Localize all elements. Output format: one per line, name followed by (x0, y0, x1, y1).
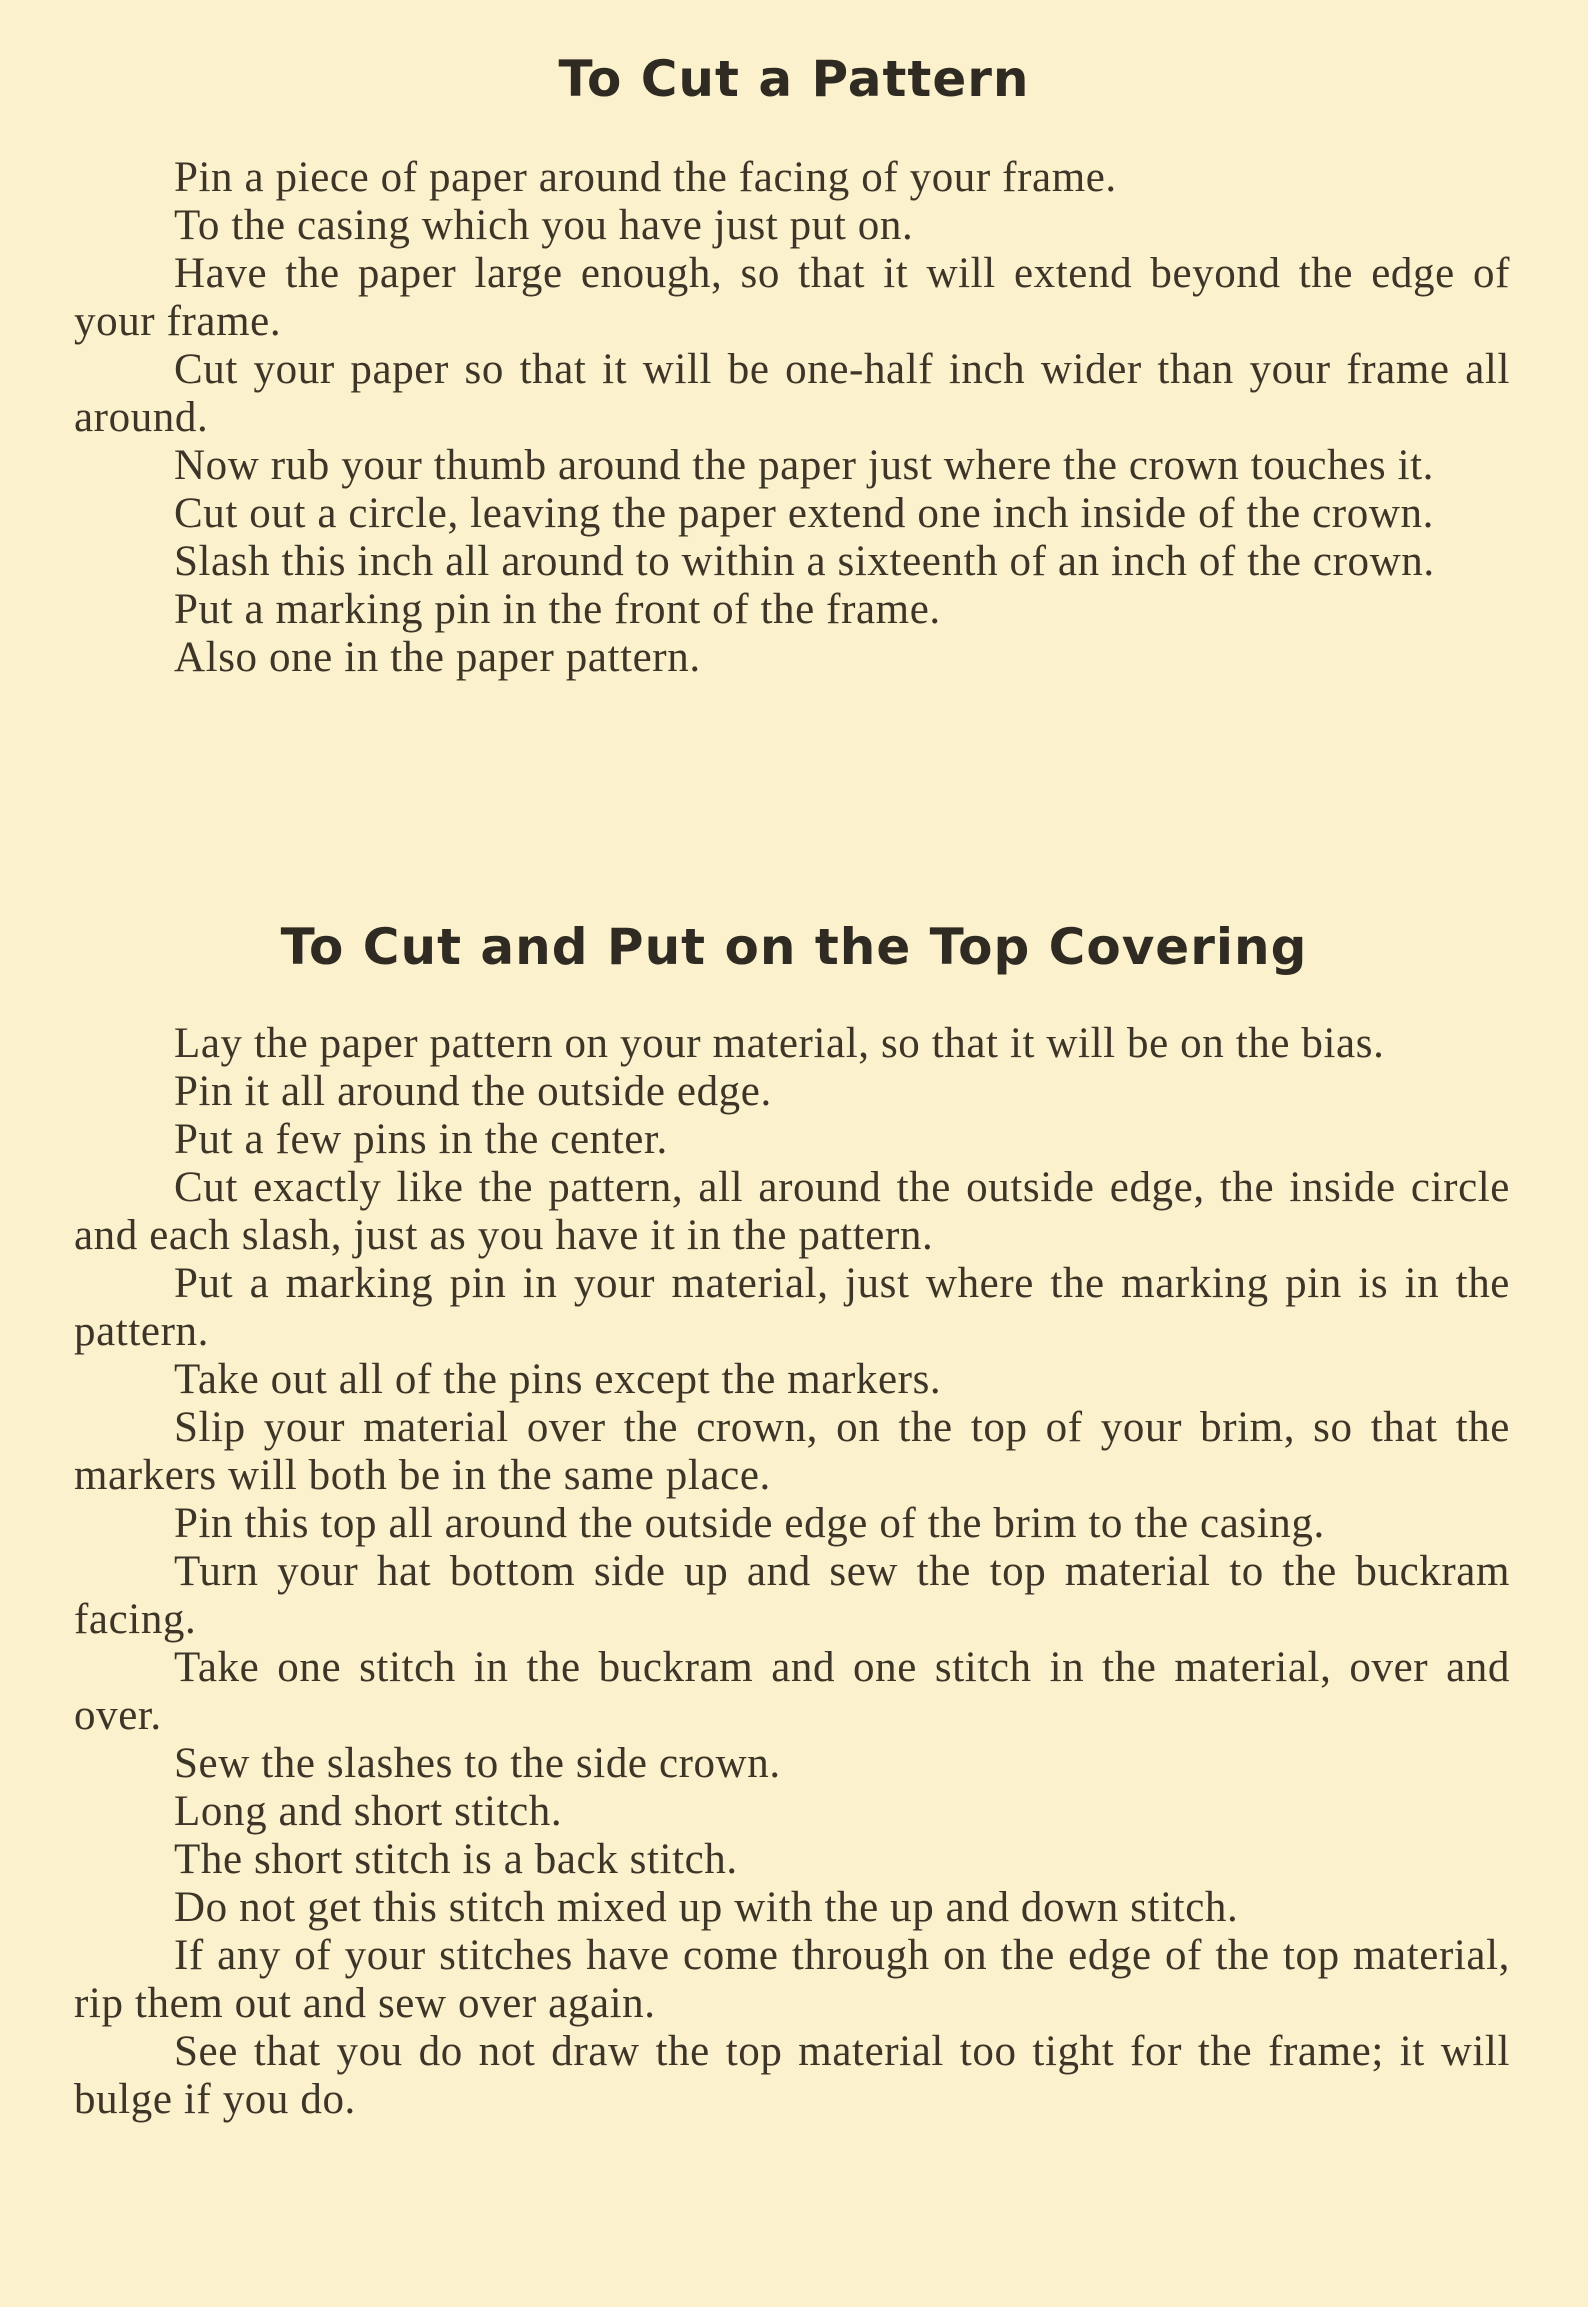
paragraph: Have the paper large enough, so that it will extend beyond the edge of your frame. (74, 250, 1510, 345)
paragraph: Put a marking pin in the front of the frame. (174, 586, 941, 633)
paragraph: Put a few pins in the center. (174, 1116, 668, 1163)
paragraph: Long and short stitch. (174, 1788, 563, 1835)
paragraph: Do not get this stitch mixed up with the up and down stitch. (174, 1884, 1239, 1931)
paragraph: Turn your hat bottom side up and sew the top material to the buckram facing. (74, 1548, 1510, 1643)
paragraph: Cut out a circle, leaving the paper extend one inch inside of the crown. (174, 490, 1434, 537)
paragraph: Cut your paper so that it will be one-half inch wider than your frame all around. (74, 346, 1510, 441)
paragraph: Sew the slashes to the side crown. (174, 1740, 781, 1787)
section-top-covering (74, 1020, 1510, 2124)
section-heading-top-covering: To Cut and Put on the Top Covering (280, 918, 1308, 976)
paragraph: Lay the paper pattern on your material, so that it will be on the bias. (174, 1020, 1385, 1067)
paragraph: See that you do not draw the top material too tight for the frame; it will bulge if you do. (74, 2028, 1510, 2123)
paragraph: Pin a piece of paper around the facing of your frame. (174, 154, 1117, 201)
paragraph: Now rub your thumb around the paper just where the crown touches it. (174, 442, 1435, 489)
paragraph: Slash this inch all around to within a sixteenth of an inch of the crown. (174, 538, 1435, 585)
paragraph: Slip your material over the crown, on the top of your brim, so that the markers will both be in the same place. (74, 1404, 1510, 1499)
paragraph: To the casing which you have just put on. (174, 202, 914, 249)
paragraph: Also one in the paper pattern. (174, 634, 701, 681)
paragraph: Put a marking pin in your material, just where the marking pin is in the pattern. (74, 1260, 1510, 1355)
paragraph: The short stitch is a back stitch. (174, 1836, 738, 1883)
paragraph: Take one stitch in the buckram and one stitch in the material, over and over. (74, 1644, 1510, 1739)
paragraph: If any of your stitches have come through on the edge of the top material, rip them out and sew over again. (74, 1932, 1510, 2027)
section-cut-pattern (74, 154, 1510, 682)
paragraph: Cut exactly like the pattern, all around the outside edge, the inside circle and each slash, just as you have it in the pattern. (74, 1164, 1510, 1259)
paragraph: Pin this top all around the outside edge of the brim to the casing. (174, 1500, 1325, 1547)
section-heading-cut-pattern: To Cut a Pattern (558, 50, 1030, 108)
paragraph: Take out all of the pins except the markers. (174, 1356, 942, 1403)
paragraph: Pin it all around the outside edge. (174, 1068, 772, 1115)
